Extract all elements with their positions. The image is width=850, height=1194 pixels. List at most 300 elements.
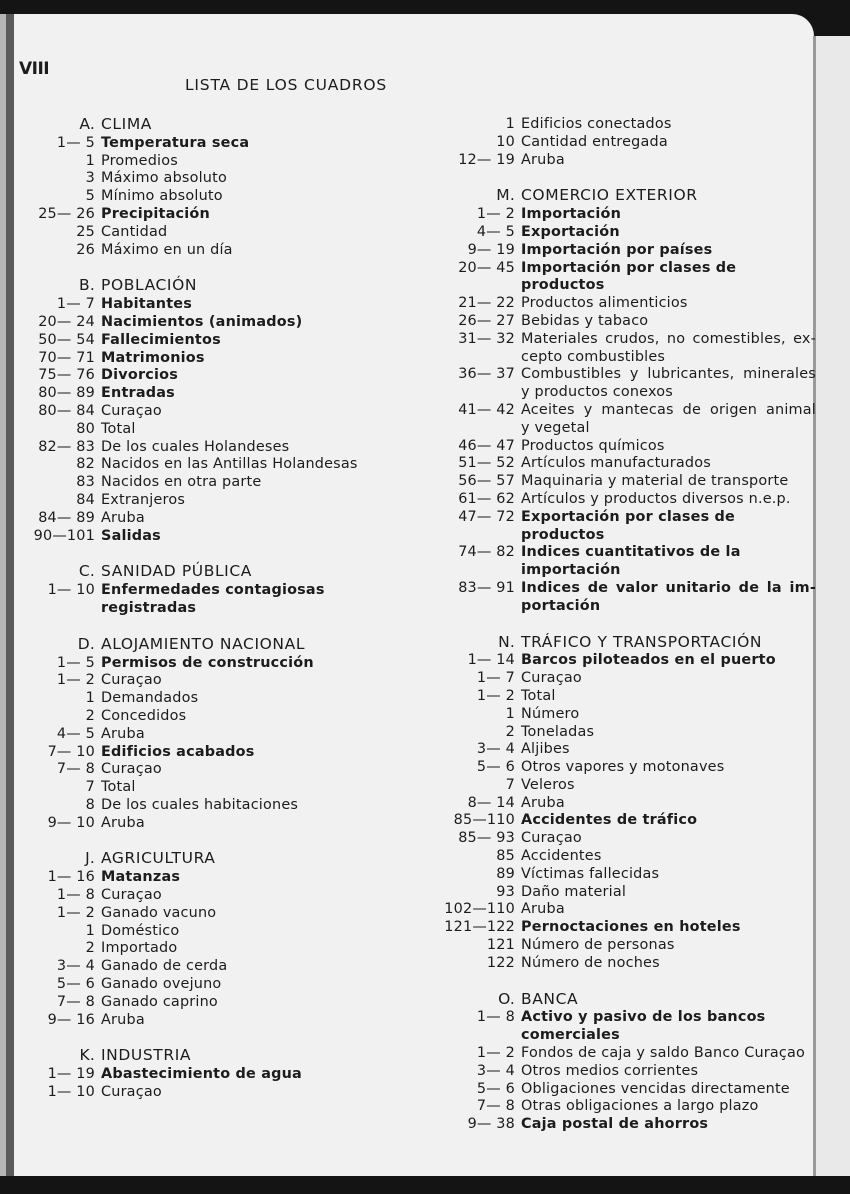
entry-label: Exportación	[521, 223, 620, 240]
toc-entry	[440, 260, 816, 296]
table-range: 85	[496, 848, 515, 865]
entry-label: Curaçao	[101, 887, 162, 904]
table-range: 7— 8	[56, 993, 95, 1010]
entry-label: Importación por clases de productos	[521, 259, 737, 294]
entry-label: portación	[521, 597, 601, 614]
table-range: 51— 52	[458, 455, 515, 472]
entry-label: Productos químicos	[521, 437, 665, 454]
table-range	[440, 420, 521, 438]
entry-label: Matrimonios	[101, 349, 205, 366]
section-heading	[20, 277, 420, 295]
entry-label: Temperatura seca	[101, 134, 250, 151]
toc-entry	[440, 1116, 816, 1134]
table-range: 1— 7	[56, 296, 95, 313]
table-range: 4— 5	[56, 725, 95, 742]
toc-entry	[20, 170, 420, 188]
table-range: 1— 2	[56, 672, 95, 689]
table-range: 1	[85, 152, 95, 169]
entry-label: Edificios conectados	[521, 116, 672, 132]
table-range: 3— 4	[56, 958, 95, 975]
entry-label: Víctimas fallecidas	[521, 865, 660, 882]
table-range: 1— 14	[467, 652, 515, 669]
toc-entry	[440, 724, 816, 742]
table-range: 8	[85, 796, 95, 813]
toc-entry	[20, 135, 420, 153]
section-heading	[20, 1047, 420, 1065]
table-range: 2	[505, 723, 515, 740]
entry-label: Curaçao	[101, 402, 162, 419]
table-range: 3— 4	[476, 741, 515, 758]
entry-label: Divorcios	[101, 367, 178, 384]
toc-entry	[440, 706, 816, 724]
entry-label: y vegetal	[521, 419, 590, 436]
entry-label: Toneladas	[521, 723, 595, 740]
entry-label: Aruba	[521, 901, 565, 918]
entry-label: Caja postal de ahorros	[521, 1116, 709, 1133]
entry-label: Número de personas	[521, 937, 675, 954]
table-range: 12— 19	[458, 151, 515, 168]
entry-label: Nacidos en las Antillas Holandesas	[101, 456, 358, 473]
toc-entry	[20, 314, 420, 332]
table-range: 7	[505, 776, 515, 793]
section-heading	[20, 563, 420, 581]
section-gap	[440, 169, 816, 181]
toc-entry	[20, 958, 420, 976]
table-range: 7— 10	[47, 743, 95, 760]
table-range: 25	[76, 223, 95, 240]
table-range: 21— 22	[458, 295, 515, 312]
entry-label: Curaçao	[521, 670, 582, 687]
toc-entry	[440, 795, 816, 813]
toc-entry	[440, 1063, 816, 1081]
entry-label: Matanzas	[101, 869, 181, 886]
toc-entry	[20, 350, 420, 368]
toc-entry	[20, 976, 420, 994]
toc-entry	[440, 919, 816, 937]
table-range: 47— 72	[458, 508, 515, 525]
table-range: 1— 2	[476, 1045, 515, 1062]
toc-entry	[20, 582, 420, 618]
entry-label: Ganado vacuno	[101, 904, 217, 921]
table-range: 1— 16	[47, 869, 95, 886]
table-range: 1— 8	[476, 1009, 515, 1026]
table-range: 1	[85, 922, 95, 939]
toc-entry	[440, 830, 816, 848]
toc-entry	[440, 884, 816, 902]
entry-label: Importado	[101, 940, 178, 957]
table-range: 1— 10	[47, 1084, 95, 1101]
section-gap	[20, 545, 420, 557]
toc-entry	[440, 1009, 816, 1027]
section-title: AGRICULTURA	[101, 849, 216, 868]
table-range: 1	[505, 116, 515, 132]
toc-entry	[440, 598, 816, 616]
entry-label: Ganado caprino	[101, 993, 218, 1010]
section-gap	[440, 973, 816, 985]
section-title: INDUSTRIA	[101, 1046, 192, 1065]
section-title: POBLACIÓN	[101, 276, 198, 295]
toc-entry	[20, 439, 420, 457]
table-range: 75— 76	[38, 367, 95, 384]
table-range: 50— 54	[38, 331, 95, 348]
toc-entry	[440, 420, 816, 438]
entry-label: Combustibles y lubricantes, minerales	[521, 366, 816, 383]
section-gap	[20, 832, 420, 844]
toc-entry	[440, 777, 816, 795]
table-range: 82	[76, 456, 95, 473]
table-range: 83— 91	[458, 579, 515, 596]
toc-entry	[20, 905, 420, 923]
section-heading	[20, 636, 420, 654]
toc-entry	[440, 134, 816, 152]
entry-label: Curaçao	[521, 830, 582, 847]
entry-label: y productos conexos	[521, 384, 673, 401]
table-range: 3	[85, 170, 95, 187]
table-range: 85— 93	[458, 830, 515, 847]
toc-section	[440, 991, 816, 1134]
entry-label: Curaçao	[101, 1084, 162, 1101]
table-range: 41— 42	[458, 401, 515, 418]
entry-label: De los cuales Holandeses	[101, 438, 290, 455]
entry-label: Veleros	[521, 776, 575, 793]
entry-label: Promedios	[101, 152, 178, 169]
entry-label: Otros medios corrientes	[521, 1062, 699, 1079]
toc-entry	[20, 242, 420, 260]
section-heading	[20, 850, 420, 868]
table-range: 2	[85, 940, 95, 957]
table-range	[440, 598, 521, 616]
table-range: 10	[496, 133, 515, 150]
entry-label: Productos alimenticios	[521, 295, 688, 312]
toc-entry	[20, 726, 420, 744]
toc-entry	[20, 672, 420, 690]
toc-entry	[20, 887, 420, 905]
table-range: 90—101	[33, 527, 95, 544]
section-title: CLIMA	[101, 115, 153, 133]
entry-label: Artículos manufacturados	[521, 455, 711, 472]
entry-label: Otras obligaciones a largo plazo	[521, 1098, 759, 1115]
section-letter: K.	[79, 1046, 95, 1065]
toc-entry	[440, 848, 816, 866]
entry-label: Ganado ovejuno	[101, 976, 222, 993]
toc-entry	[20, 224, 420, 242]
entry-label: Bebidas y tabaco	[521, 312, 649, 329]
table-range: 80	[76, 420, 95, 437]
toc-entry	[440, 366, 816, 384]
table-range: 89	[496, 865, 515, 882]
table-range: 26— 27	[458, 312, 515, 329]
toc-entry	[440, 544, 816, 580]
entry-label: Curaçao	[101, 761, 162, 778]
toc-entry	[20, 869, 420, 887]
table-range: 25— 26	[38, 205, 95, 222]
toc-entry	[20, 421, 420, 439]
section-gap	[440, 616, 816, 628]
entry-label: Edificios acabados	[101, 743, 255, 760]
section-title: ALOJAMIENTO NACIONAL	[101, 634, 306, 653]
table-range: 46— 47	[458, 437, 515, 454]
toc-entry	[20, 296, 420, 314]
page-number: VIII	[19, 59, 50, 79]
table-range: 74— 82	[458, 544, 515, 561]
toc-entry	[440, 313, 816, 331]
toc-entry	[20, 1012, 420, 1030]
toc-entry	[20, 474, 420, 492]
table-range: 1— 5	[56, 134, 95, 151]
toc-entry	[20, 815, 420, 833]
entry-label: Entradas	[101, 385, 175, 402]
facing-page-edge	[813, 36, 850, 1176]
entry-label: Accidentes	[521, 848, 602, 865]
entry-label: Número	[521, 705, 580, 722]
entry-label: Concedidos	[101, 707, 187, 724]
toc-entry	[440, 741, 816, 759]
entry-label: Mínimo absoluto	[101, 188, 223, 205]
section-title: BANCA	[521, 989, 579, 1008]
table-range: 1— 7	[476, 670, 515, 687]
toc-section	[440, 634, 816, 973]
toc-entry	[440, 402, 816, 420]
toc-entry	[20, 761, 420, 779]
toc-entry	[20, 708, 420, 726]
section-heading	[20, 116, 420, 134]
entry-label: Nacidos en otra parte	[101, 474, 262, 491]
toc-entry	[20, 385, 420, 403]
toc-entry	[440, 473, 816, 491]
toc-entry	[440, 331, 816, 349]
entry-label: Habitantes	[101, 296, 193, 313]
table-range: 121	[486, 937, 515, 954]
table-range: 82— 83	[38, 438, 95, 455]
table-range: 70— 71	[38, 349, 95, 366]
table-range: 20— 45	[458, 259, 515, 276]
table-range: 5	[85, 188, 95, 205]
table-range: 5— 6	[476, 759, 515, 776]
table-range: 36— 37	[458, 366, 515, 383]
entry-label: Número de noches	[521, 954, 660, 971]
entry-label: Otros vapores y motonaves	[521, 759, 725, 776]
table-range: 5— 6	[56, 976, 95, 993]
table-range	[440, 349, 521, 367]
section-gap	[20, 1029, 420, 1041]
toc-section	[20, 636, 420, 833]
section-letter: J.	[85, 849, 95, 868]
toc-left-column	[20, 116, 420, 1102]
toc-entry	[440, 652, 816, 670]
toc-entry	[20, 367, 420, 385]
section-letter: B.	[79, 276, 95, 295]
toc-entry	[20, 188, 420, 206]
toc-entry	[440, 580, 816, 598]
entry-label: Indices de valor unitario de la im-	[521, 579, 816, 596]
toc-entry	[440, 438, 816, 456]
toc-entry	[20, 206, 420, 224]
toc-entry	[440, 901, 816, 919]
table-range: 1	[85, 690, 95, 707]
section-title: SANIDAD PÚBLICA	[101, 562, 252, 581]
section-letter: C.	[78, 562, 95, 581]
toc-entry	[440, 116, 816, 134]
toc-entry	[440, 955, 816, 973]
toc-section	[20, 277, 420, 545]
toc-entry	[440, 242, 816, 260]
entry-label: Barcos piloteados en el puerto	[521, 652, 776, 669]
entry-label: Indices cuantitativos de la importación	[521, 544, 741, 579]
toc-entry	[20, 779, 420, 797]
entry-label: Activo y pasivo de los bancos	[521, 1009, 766, 1026]
table-range: 102—110	[444, 901, 515, 918]
toc-entry	[20, 1084, 420, 1102]
table-range: 3— 4	[476, 1062, 515, 1079]
section-heading	[440, 634, 816, 652]
toc-entry	[440, 509, 816, 545]
table-range: 9— 10	[47, 814, 95, 831]
toc-entry	[20, 744, 420, 762]
toc-entry	[20, 153, 420, 171]
table-range: 85—110	[453, 812, 515, 829]
entry-label: Obligaciones vencidas directamente	[521, 1080, 790, 1097]
entry-label: Aruba	[101, 725, 145, 742]
table-range: 7— 8	[56, 761, 95, 778]
table-range: 1— 5	[56, 654, 95, 671]
entry-label: Precipitación	[101, 205, 210, 222]
entry-label: Exportación por clases de productos	[521, 508, 736, 543]
toc-entry	[20, 510, 420, 528]
entry-label: Permisos de construcción	[101, 654, 314, 671]
entry-label: Aruba	[521, 794, 565, 811]
toc-section	[20, 563, 420, 617]
section-heading	[440, 991, 816, 1009]
entry-label: Doméstico	[101, 922, 180, 939]
table-range: 61— 62	[458, 490, 515, 507]
toc-entry	[440, 937, 816, 955]
entry-label: Aruba	[101, 509, 145, 526]
entry-label: Daño material	[521, 883, 627, 900]
toc-entry	[440, 866, 816, 884]
table-range: 1— 2	[56, 904, 95, 921]
table-range: 5— 6	[476, 1080, 515, 1097]
table-range: 7	[85, 779, 95, 796]
entry-label: Importación por países	[521, 241, 713, 258]
table-range	[440, 1027, 521, 1045]
entry-label: Ganado de cerda	[101, 958, 228, 975]
entry-label: Artículos y productos diversos n.e.p.	[521, 490, 791, 507]
toc-entry	[440, 812, 816, 830]
section-gap	[20, 618, 420, 630]
toc-entry	[440, 152, 816, 170]
entry-label: Enfermedades contagiosas registradas	[101, 582, 325, 616]
toc-entry	[20, 1066, 420, 1084]
entry-label: Cantidad	[101, 223, 168, 240]
entry-label: Aruba	[101, 1011, 145, 1028]
toc-entry	[440, 1081, 816, 1099]
toc-entry	[20, 655, 420, 673]
table-range: 1— 19	[47, 1066, 95, 1083]
entry-label: Máximo en un día	[101, 241, 233, 258]
table-range: 1— 8	[56, 887, 95, 904]
toc-right-column	[440, 116, 816, 1134]
table-range: 1	[505, 705, 515, 722]
table-range: 2	[85, 707, 95, 724]
table-range: 31— 32	[458, 330, 515, 347]
table-range: 1— 10	[47, 582, 95, 599]
table-range: 8— 14	[467, 794, 515, 811]
table-range	[440, 384, 521, 402]
table-range: 1— 2	[476, 687, 515, 704]
toc-entry	[440, 491, 816, 509]
entry-label: Aljibes	[521, 741, 570, 758]
table-range: 80— 84	[38, 402, 95, 419]
entry-label: Materiales crudos, no comestibles, ex-	[521, 330, 816, 347]
toc-section	[20, 116, 420, 259]
toc-entry	[20, 528, 420, 546]
entry-label: Total	[101, 420, 136, 437]
entry-label: cepto combustibles	[521, 348, 666, 365]
page-title: LISTA DE LOS CUADROS	[185, 76, 388, 94]
toc-entry	[440, 688, 816, 706]
section-title: TRÁFICO Y TRANSPORTACIÓN	[521, 632, 763, 651]
toc-entry	[20, 923, 420, 941]
entry-label: comerciales	[521, 1027, 620, 1044]
entry-label: De los cuales habitaciones	[101, 796, 299, 813]
toc-entry	[20, 797, 420, 815]
table-range: 122	[486, 954, 515, 971]
table-range: 56— 57	[458, 473, 515, 490]
section-letter: M.	[496, 186, 515, 205]
toc-entry	[20, 690, 420, 708]
entry-label: Pernoctaciones en hoteles	[521, 919, 741, 936]
toc-section	[20, 850, 420, 1029]
entry-label: Aruba	[521, 151, 565, 168]
table-range: 93	[496, 883, 515, 900]
toc-entry	[440, 1045, 816, 1063]
table-range: 9— 38	[467, 1116, 515, 1133]
table-range: 7— 8	[476, 1098, 515, 1115]
toc-entry	[440, 224, 816, 242]
toc-entry	[440, 670, 816, 688]
section-letter: O.	[498, 989, 515, 1008]
section-gap	[20, 259, 420, 271]
toc-entry	[440, 759, 816, 777]
table-range: 84— 89	[38, 509, 95, 526]
toc-entry	[20, 332, 420, 350]
section-letter: D.	[77, 634, 95, 653]
entry-label: Total	[101, 779, 136, 796]
table-range: 83	[76, 474, 95, 491]
entry-label: Accidentes de tráfico	[521, 812, 698, 829]
toc-entry	[440, 206, 816, 224]
toc-entry	[20, 492, 420, 510]
section-heading	[440, 187, 816, 205]
toc-entry	[20, 403, 420, 421]
table-range: 20— 24	[38, 313, 95, 330]
entry-label: Abastecimiento de agua	[101, 1066, 302, 1083]
entry-label: Importación	[521, 206, 622, 223]
toc-entry	[440, 384, 816, 402]
toc-entry	[440, 1098, 816, 1116]
table-range: 9— 19	[467, 241, 515, 258]
table-range: 26	[76, 241, 95, 258]
entry-label: Fondos de caja y saldo Banco Curaçao	[521, 1045, 806, 1062]
section-letter: N.	[498, 632, 515, 651]
table-range: 80— 89	[38, 385, 95, 402]
entry-label: Cantidad entregada	[521, 133, 668, 150]
table-range: 4— 5	[476, 223, 515, 240]
toc-entry	[440, 1027, 816, 1045]
entry-label: Maquinaria y material de transporte	[521, 473, 789, 490]
entry-label: Curaçao	[101, 672, 162, 689]
toc-section	[20, 1047, 420, 1101]
